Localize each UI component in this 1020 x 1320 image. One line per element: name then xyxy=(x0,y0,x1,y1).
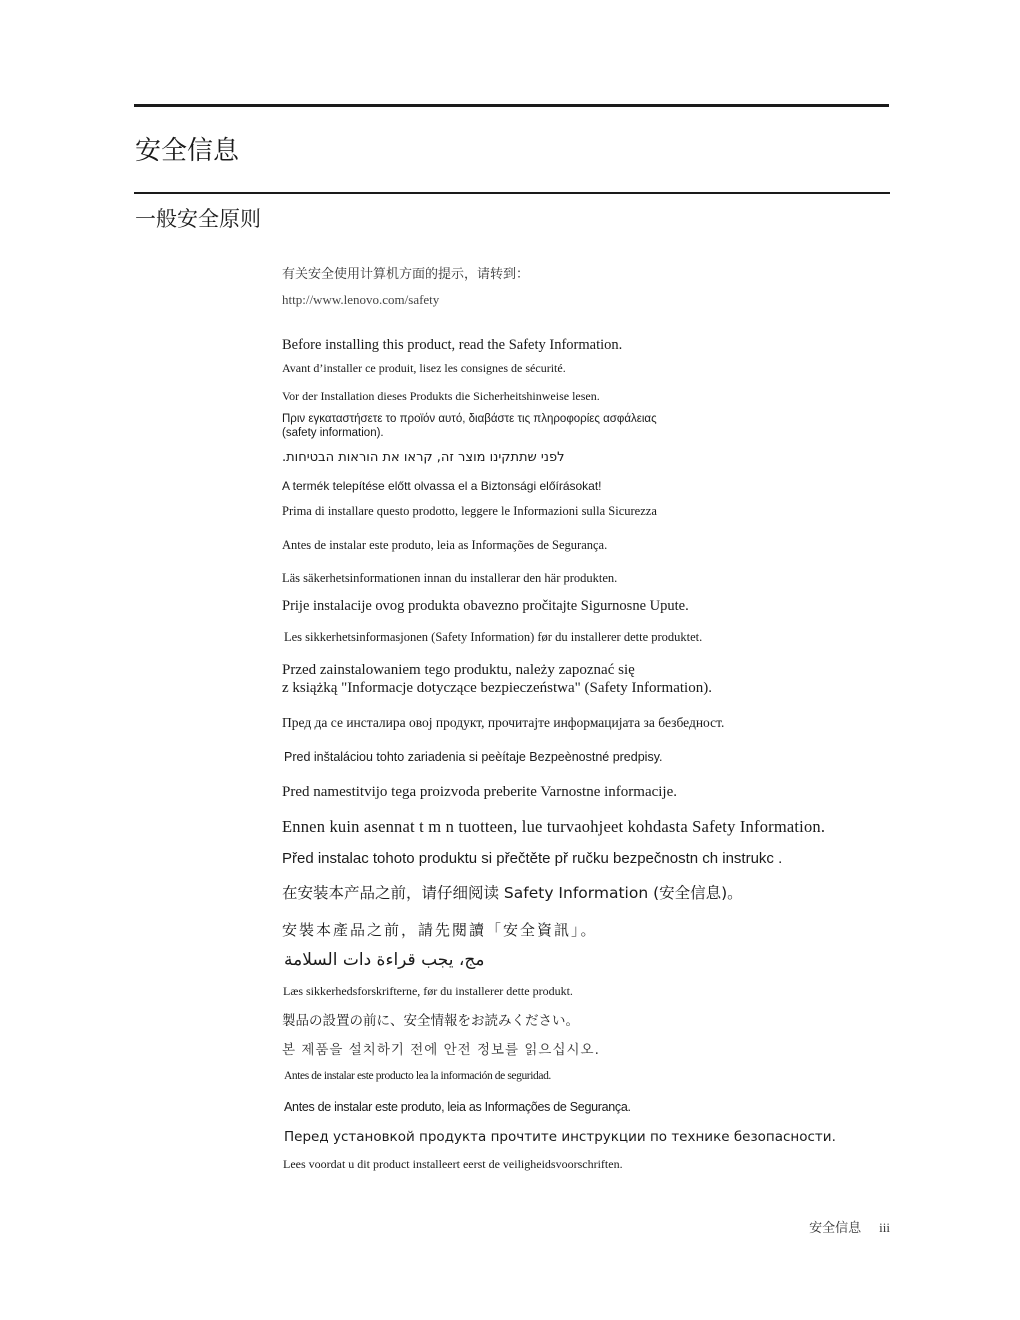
notice-macedonian: Пред да се инсталира овој продукт, прочитајте информацијата за безбедност. xyxy=(282,715,725,730)
notice-simplified-chinese: 在安装本产品之前，请仔细阅读 Safety Information (安全信息)。 xyxy=(282,884,743,902)
notice-greek-line1: Πριν εγκαταστήσετε το προϊόν αυτό, διαβάστε τις πληροφορίες ασφάλειας xyxy=(282,413,657,425)
notice-greek-line2: (safety information). xyxy=(282,427,384,439)
notice-english: Before installing this product, read the Safety Information. xyxy=(282,337,623,353)
notice-norwegian: Les sikkerhetsinformasjonen (Safety Information) før du installerer dette produktet. xyxy=(284,630,703,644)
notice-slovak: Pred inštaláciou tohto zariadenia si peèítaje Bezpeènostné predpisy. xyxy=(284,750,663,764)
notice-portuguese: Antes de instalar este produto, leia as Informações de Segurança. xyxy=(282,538,608,552)
notice-arabic: مج، يجب قراءة دات السلامة xyxy=(284,950,485,970)
notice-dutch: Lees voordat u dit product installeert eerst de veiligheidsvoorschriften. xyxy=(283,1157,623,1171)
footer-page-number: iii xyxy=(879,1220,890,1235)
notice-swedish: Läs säkerhetsinformationen innan du installerar den här produkten. xyxy=(282,571,618,585)
notice-finnish: Ennen kuin asennat t m n tuotteen, lue turvaohjeet kohdasta Safety Information. xyxy=(282,817,826,836)
notice-german: Vor der Installation dieses Produkts die Sicherheitshinweise lesen. xyxy=(282,389,600,403)
notice-croatian: Prije instalacije ovog produkta obavezno pročitajte Sigurnosne Upute. xyxy=(282,598,689,614)
top-rule xyxy=(134,104,889,107)
notice-korean: 본 제품을 설치하기 전에 안전 정보를 읽으십시오. xyxy=(282,1042,600,1058)
notice-spanish: Antes de instalar este producto lea la información de seguridad. xyxy=(284,1070,551,1082)
notice-traditional-chinese: 安裝本產品之前，請先閱讀「安全資訊」。 xyxy=(282,921,598,939)
notice-czech: Před instalac tohoto produktu si přečtěte př ručku bezpečnostn ch instrukc . xyxy=(282,850,783,867)
section-rule xyxy=(134,192,890,194)
section-title: 一般安全原则 xyxy=(135,207,261,231)
notice-hebrew: לפני שתתקינו מוצר זה, קראו את הוראות הבטיחות. xyxy=(282,450,565,465)
footer-section-label: 安全信息 xyxy=(809,1221,862,1236)
notice-polish-line1: Przed zainstalowaniem tego produktu, należy zapoznać się xyxy=(282,662,635,678)
notice-portuguese-brazil: Antes de instalar este produto, leia as Informações de Segurança. xyxy=(284,1100,631,1114)
notice-slovenian: Pred namestitvijo tega proizvoda preberite Varnostne informacije. xyxy=(282,784,678,800)
page-footer xyxy=(809,1217,890,1236)
notice-japanese: 製品の設置の前に、安全情報をお読みください。 xyxy=(282,1013,579,1029)
intro-text: 有关安全使用计算机方面的提示，请转到： xyxy=(282,267,530,282)
notice-hungarian: A termék telepítése előtt olvassa el a Biztonsági előírásokat! xyxy=(282,479,602,493)
safety-url: http://www.lenovo.com/safety xyxy=(282,292,440,307)
notice-french: Avant d’installer ce produit, lisez les consignes de sécurité. xyxy=(282,361,566,375)
notice-danish: Læs sikkerhedsforskrifterne, før du installerer dette produkt. xyxy=(283,984,573,998)
notice-polish-line2: z książką "Informacje dotyczące bezpieczeństwa" (Safety Information). xyxy=(282,680,712,696)
notice-russian: Перед установкой продукта прочтите инструкции по технике безопасности. xyxy=(284,1129,836,1145)
notice-italian: Prima di installare questo prodotto, leggere le Informazioni sulla Sicurezza xyxy=(282,504,657,518)
page-title: 安全信息 xyxy=(135,136,240,166)
